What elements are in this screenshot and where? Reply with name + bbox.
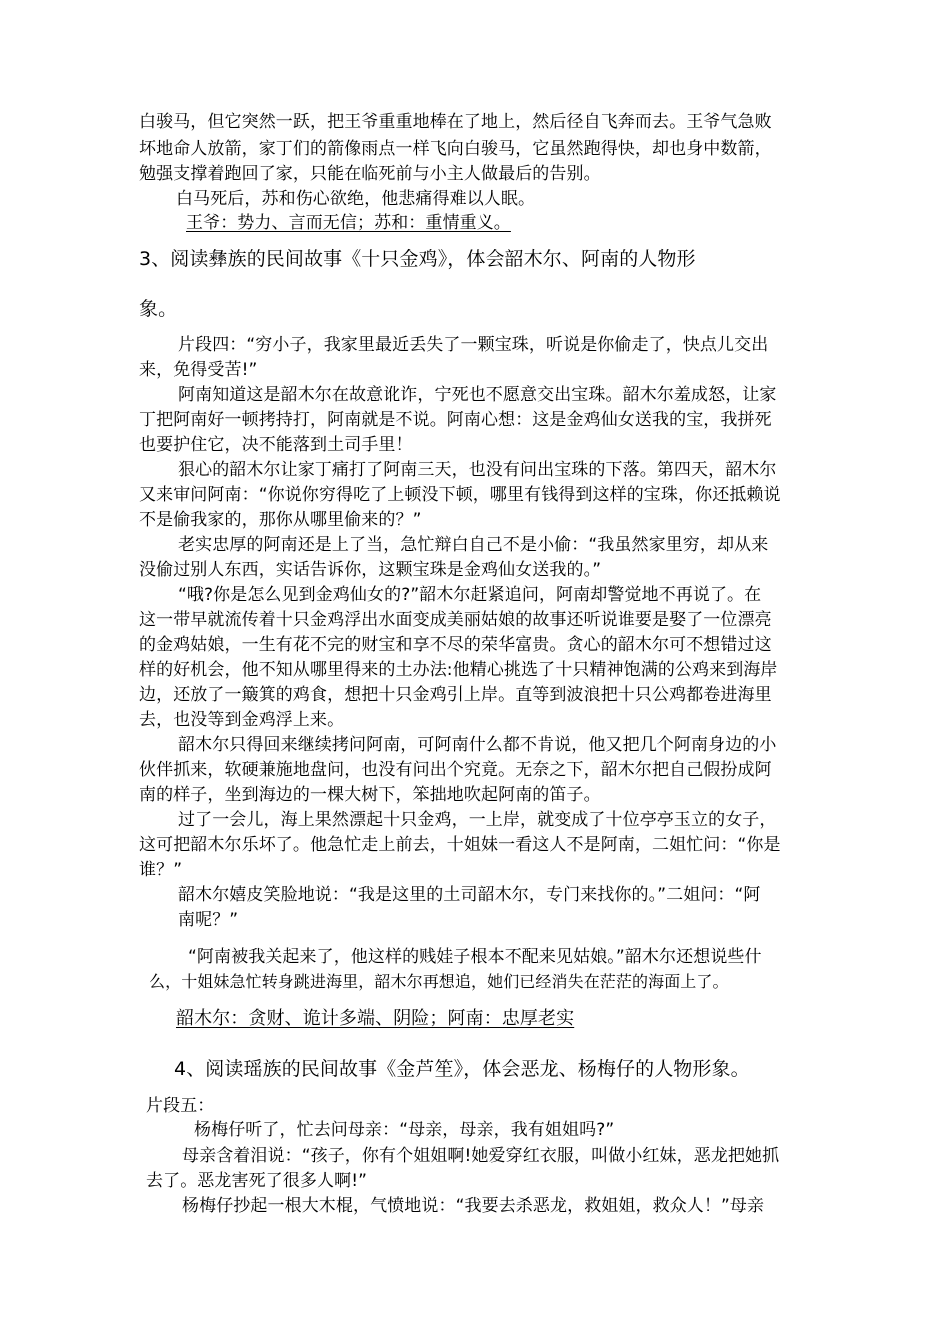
- text-line: 片段四：“穷小子，我家里最近丢失了一颗宝珠，听说是你偷走了，快点儿交出: [178, 335, 769, 355]
- text-line: 也要护住它，决不能落到土司手里！: [139, 435, 413, 455]
- text-line: 没偷过别人东西，实话告诉你，这颗宝珠是金鸡仙女送我的。”: [139, 560, 602, 580]
- text-line: 老实忠厚的阿南还是上了当，急忙辩白自己不是小偷：“我虽然家里穷，却从来: [178, 535, 769, 555]
- answer-line: 王爷：势力、言而无信；苏和：重情重义。: [186, 213, 511, 233]
- question-heading: 3、阅读彝族的民间故事《十只金鸡》，体会韶木尔、阿南的人物形: [139, 248, 696, 270]
- text-line: 母亲含着泪说：“孩子，你有个姐姐啊!她爱穿红衣服，叫做小红妹，恶龙把她抓: [182, 1146, 780, 1166]
- text-line: 南呢？”: [178, 910, 239, 930]
- text-line: 伙伴抓来，软硬兼施地盘问，也没有问出个究竟。无奈之下，韶木尔把自己假扮成阿: [139, 760, 772, 780]
- text-line: 不是偷我家的，那你从哪里偷来的？”: [139, 510, 422, 530]
- text-line: 去，也没等到金鸡浮上来。: [139, 710, 345, 730]
- text-line: 片段五：: [146, 1096, 215, 1116]
- text-line: 韶木尔嬉皮笑脸地说：“我是这里的土司韶木尔，专门来找你的。”二姐问：“阿: [178, 885, 761, 905]
- text-line: 又来审问阿南：“你说你穷得吃了上顿没下顿，哪里有钱得到这样的宝珠，你还抵赖说: [139, 485, 781, 505]
- text-line: 谁？”: [139, 860, 183, 880]
- text-line: 南的样子，坐到海边的一棵大树下，笨拙地吹起阿南的笛子。: [139, 785, 601, 805]
- text-line: 阿南知道这是韶木尔在故意讹诈，宁死也不愿意交出宝珠。韶木尔羞成怒，让家: [178, 385, 777, 405]
- text-line: 坏地命人放箭，家丁们的箭像雨点一样飞向白骏马，它虽然跑得快，却也身中数箭，: [139, 139, 772, 159]
- text-line: 白马死后，苏和伤心欲绝，他悲痛得难以人眠。: [176, 189, 536, 209]
- text-line: 勉强支撑着跑回了家，只能在临死前与小主人做最后的告别。: [139, 164, 601, 184]
- text-line: 韶木尔只得回来继续拷问阿南，可阿南什么都不肯说，他又把几个阿南身边的小: [178, 735, 777, 755]
- text-line: 丁把阿南好一顿拷持打，阿南就是不说。阿南心想：这是金鸡仙女送我的宝，我拼死: [139, 410, 772, 430]
- text-line: 来，免得受苦!”: [139, 360, 258, 380]
- text-line: 的金鸡姑娘，一生有花不完的财宝和享不尽的荣华富贵。贪心的韶木尔可不想错过这: [139, 635, 772, 655]
- text-line: 这一带早就流传着十只金鸡浮出水面变成美丽姑娘的故事还听说谁要是娶了一位漂亮: [139, 610, 772, 630]
- answer-line: 韶木尔：贪财、诡计多端、阴险；阿南：忠厚老实: [176, 1008, 575, 1029]
- text-line: 杨梅仔抄起一根大木棍，气愤地说：“我要去杀恶龙，救姐姐，救众人！”母亲: [182, 1196, 765, 1216]
- text-line: 去了。恶龙害死了很多人啊!”: [146, 1171, 368, 1191]
- text-line: 样的好机会，他不知从哪里得来的土办法:他精心挑选了十只精神饱满的公鸡来到海岸: [139, 660, 778, 680]
- text-line: “阿南被我关起来了，他这样的贱娃子根本不配来见姑娘。”韶木尔还想说些什: [188, 947, 762, 967]
- question-heading: 4、阅读瑶族的民间故事《金芦笙》，体会恶龙、杨梅仔的人物形象。: [174, 1058, 750, 1080]
- question-heading: 象。: [139, 298, 178, 320]
- text-line: 狠心的韶木尔让家丁痛打了阿南三天，也没有问出宝珠的下落。第四天，韶木尔: [178, 460, 777, 480]
- text-line: 这可把韶木尔乐坏了。他急忙走上前去，十姐妹一看这人不是阿南，二姐忙问：“你是: [139, 835, 781, 855]
- text-line: “哦?你是怎么见到金鸡仙女的?”韶木尔赶紧追问，阿南却警觉地不再说了。在: [178, 585, 762, 605]
- text-line: 边，还放了一簸箕的鸡食，想把十只金鸡引上岸。直等到波浪把十只公鸡都卷进海里: [139, 685, 772, 705]
- text-line: 杨梅仔听了，忙去问母亲：“母亲，母亲，我有姐姐吗?”: [194, 1120, 615, 1140]
- text-line: 么，十姐妹急忙转身跳进海里，韶木尔再想追，她们已经消失在茫茫的海面上了。: [149, 972, 729, 991]
- text-line: 过了一会儿，海上果然漂起十只金鸡，一上岸，就变成了十位亭亭玉立的女子，: [178, 810, 777, 830]
- text-line: 白骏马，但它突然一跃，把王爷重重地棒在了地上，然后径自飞奔而去。王爷气急败: [139, 112, 772, 132]
